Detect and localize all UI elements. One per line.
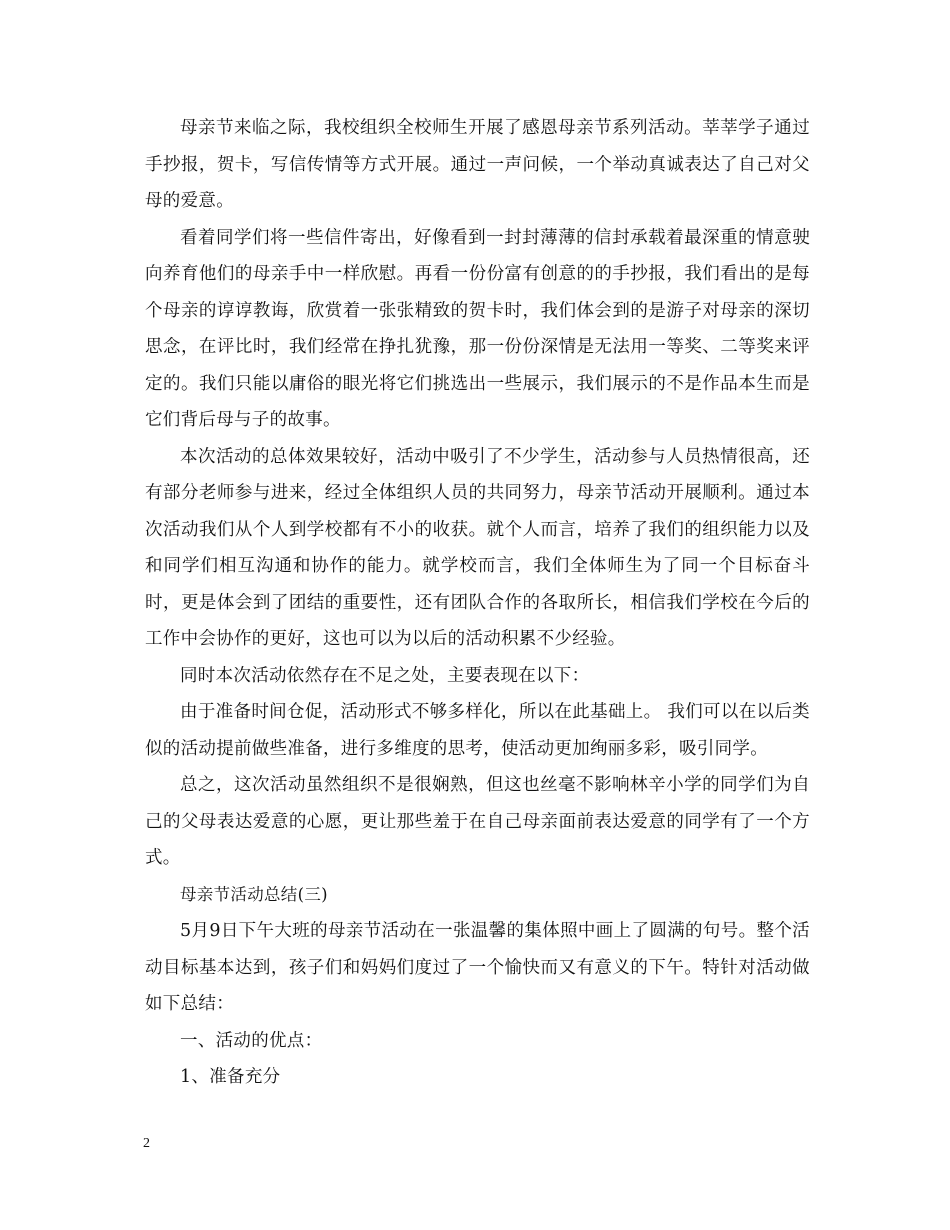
paragraph-effect: 本次活动的总体效果较好，活动中吸引了不少学生，活动参与人员热情很高，还有部分老师参与进来，经过全体组织人员的共同努力，母亲节活动开展顺利。通过本次活动我们从个人到学校都有不小的收获。就个人而言，培养了我们的组织能力以及和同学们相互沟通和协作的能力。就学校而言，我们全体师生为了同一个目标奋斗时，更是体会到了团结的重要性，还有团队合作的各取所长，相信我们学校在今后的工作中会协作的更好，这也可以为以后的活动积累不少经验。: [145, 446, 810, 649]
list-heading-advantages: 一、活动的优点：: [180, 1030, 323, 1051]
paragraph-may-ninth: 5月9日下午大班的母亲节活动在一张温馨的集体照中画上了圆满的句号。整个活动目标基本达到，孩子们和妈妈们度过了一个愉快而又有意义的下午。特针对活动做如下总结：: [145, 921, 810, 1014]
document-body: [145, 110, 810, 1096]
paragraph-intro: 母亲节来临之际，我校组织全校师生开展了感恩母亲节系列活动。莘莘学子通过手抄报，贺卡，写信传情等方式开展。通过一声问候，一个举动真诚表达了自己对父母的爱意。: [145, 118, 810, 211]
list-item-preparation: 1、准备充分: [180, 1067, 281, 1087]
paragraph-shortcomings: 同时本次活动依然存在不足之处，主要表现在以下：: [180, 665, 590, 686]
paragraph-conclusion: 总之，这次活动虽然组织不是很娴熟，但这也丝毫不影响林辛小学的同学们为自己的父母表达爱意的心愿，更让那些羞于在自己母亲面前表达爱意的同学有了一个方式。: [145, 775, 810, 868]
paragraph-reason: 由于准备时间仓促，活动形式不够多样化，所以在此基础上。 我们可以在以后类似的活动提前做些准备，进行多维度的思考，使活动更加绚丽多彩，吸引同学。: [145, 702, 810, 759]
page-number: 2: [143, 1136, 150, 1151]
paragraph-letters: 看着同学们将一些信件寄出，好像看到一封封薄薄的信封承载着最深重的情意驶向养育他们的母亲手中一样欣慰。再看一份份富有创意的的手抄报，我们看出的是每个母亲的谆谆教诲，欣赏着一张张精致的贺卡时，我们体会到的是游子对母亲的深切思念，在评比时，我们经常在挣扎犹豫，那一份份深情是无法用一等奖、二等奖来评定的。我们只能以庸俗的眼光将它们挑选出一些展示，我们展示的不是作品本生而是它们背后母与子的故事。: [145, 227, 810, 430]
section-heading: 母亲节活动总结(三): [180, 884, 328, 904]
